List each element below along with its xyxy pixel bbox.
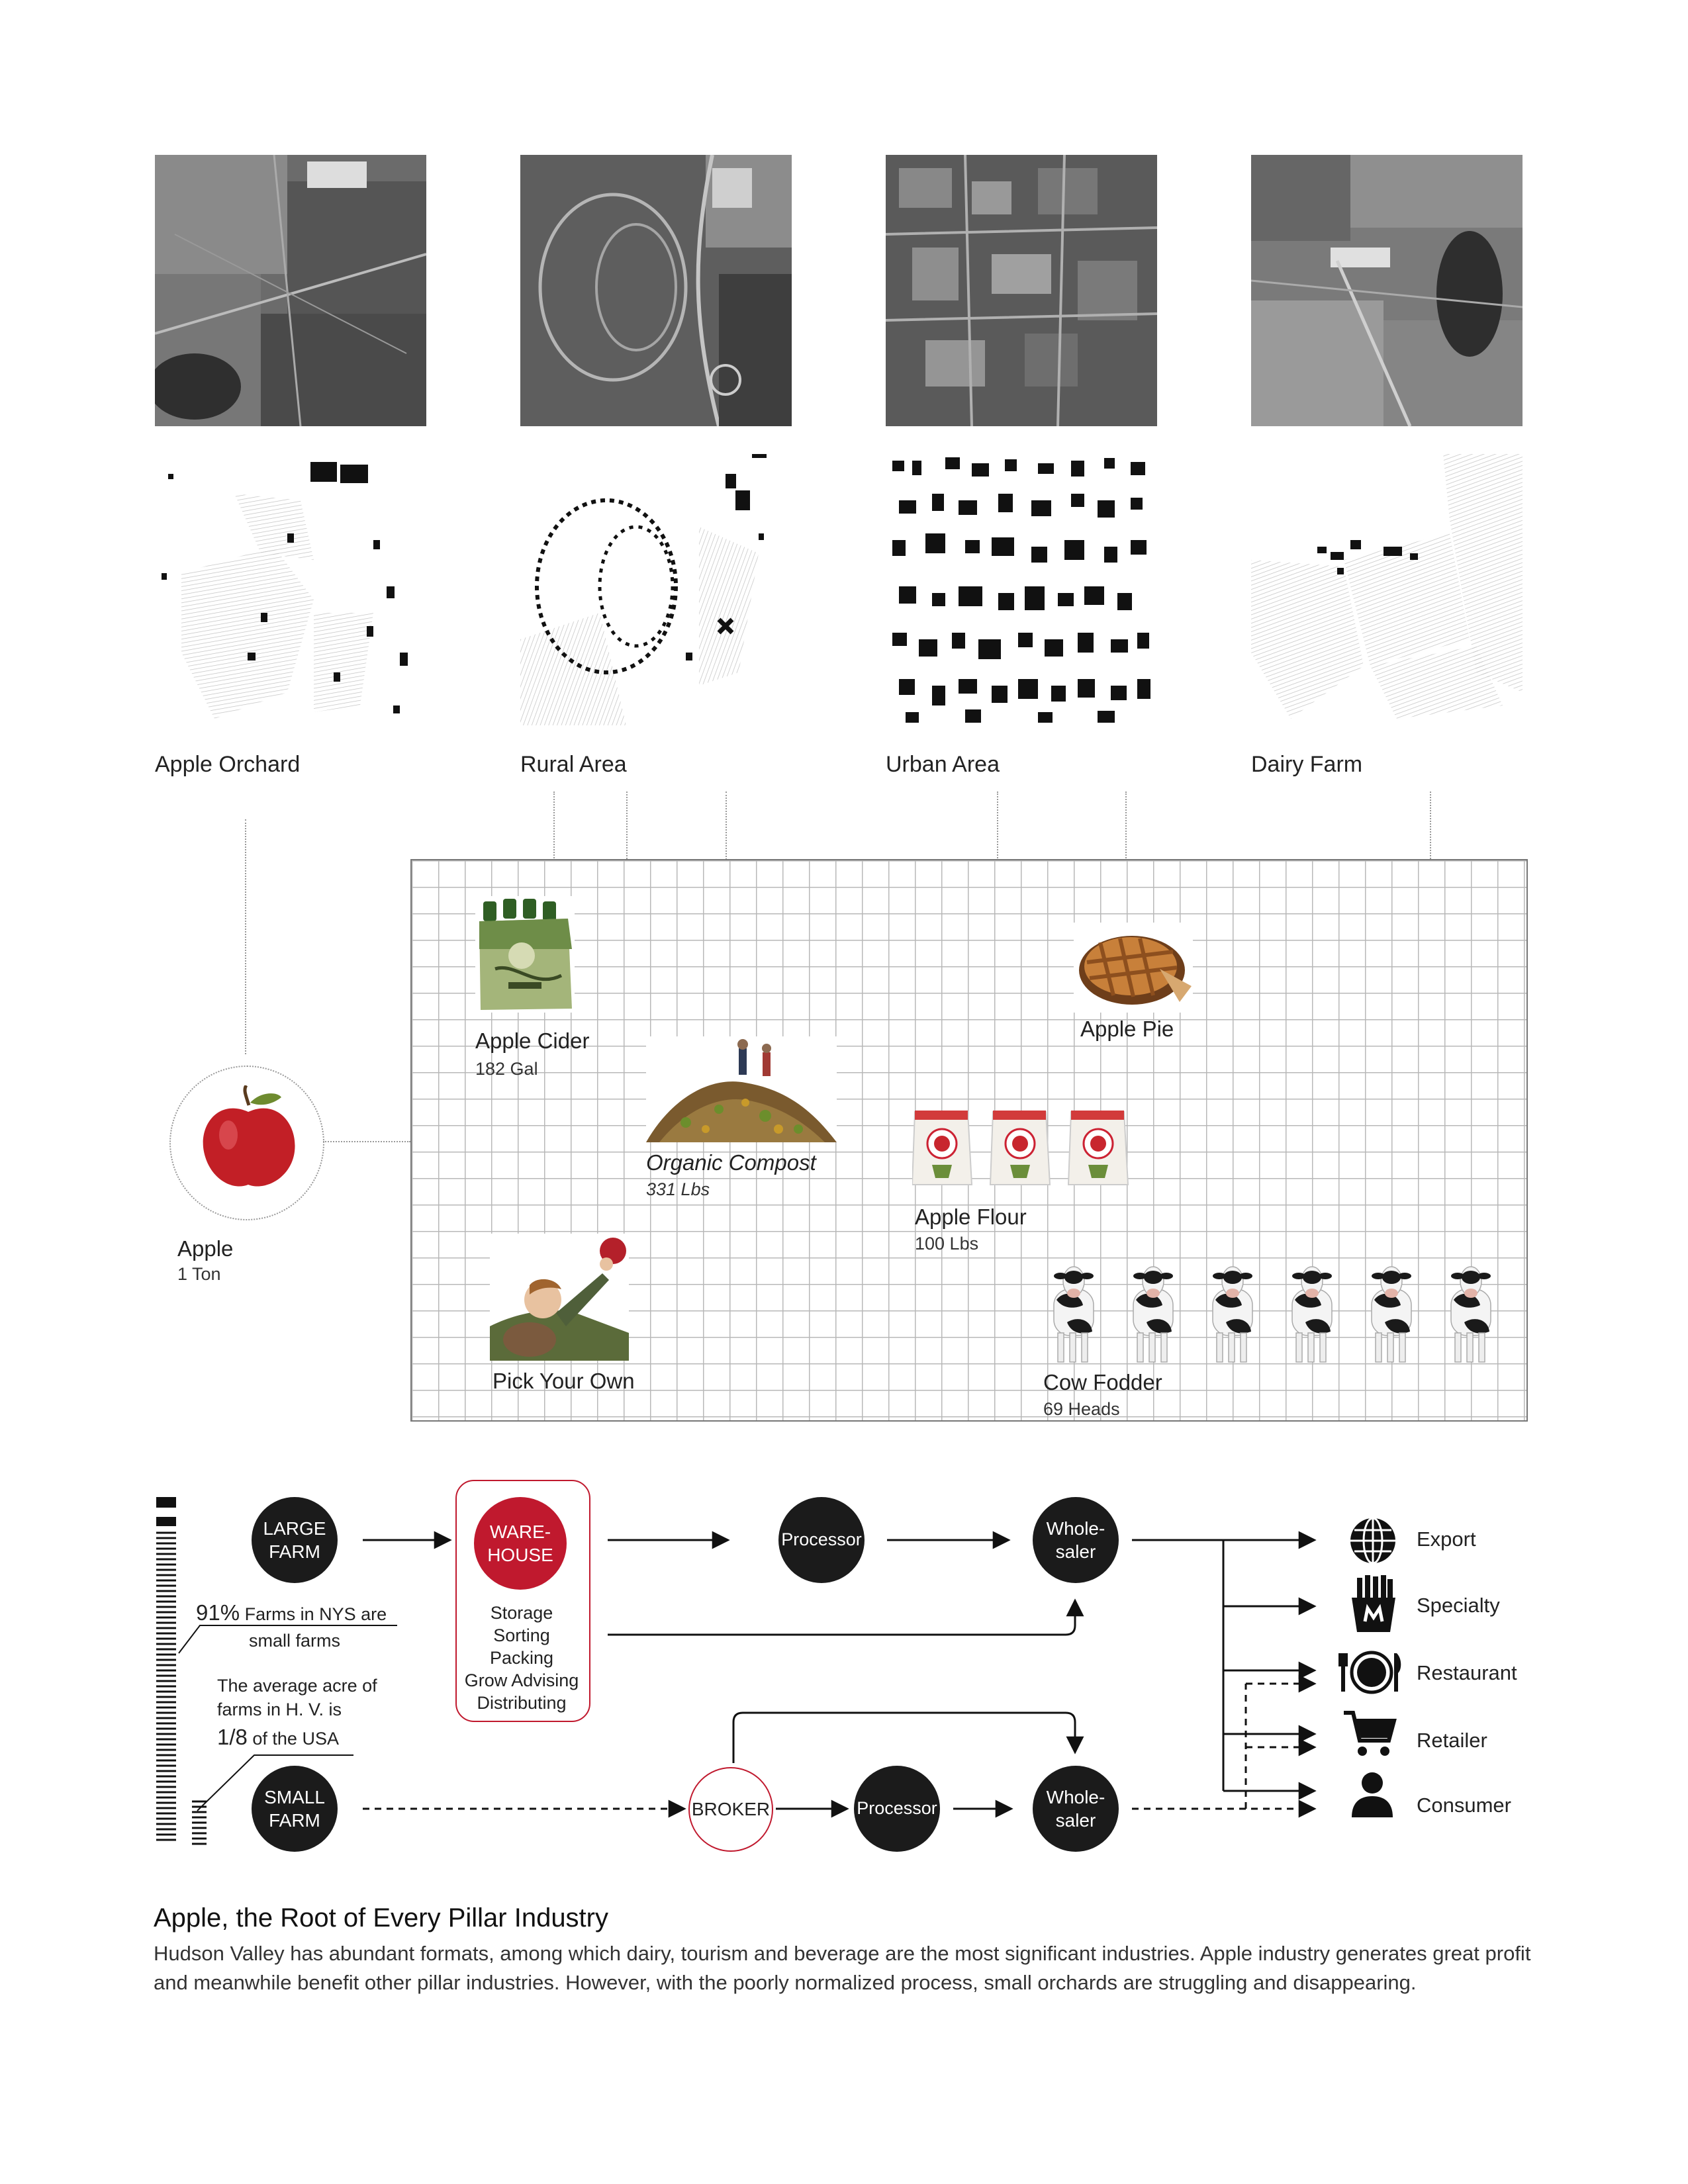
stat-acre-value: 1/8 [217, 1725, 248, 1749]
cart-icon [1344, 1709, 1397, 1758]
stat-small-farms-value: 91% [196, 1600, 240, 1625]
apple-source-qty: 1 Ton [177, 1264, 221, 1284]
apple-pie-name: Apple Pie [1080, 1017, 1174, 1041]
site-label-apple-orchard: Apple Orchard [155, 752, 301, 777]
stat-small-farms-text-a: Farms in NYS are [244, 1604, 387, 1624]
stat-acre-text-b: farms in H. V. is [217, 1700, 342, 1719]
warehouse-function-sorting: Sorting [493, 1625, 550, 1645]
footer-title: Apple, the Root of Every Pillar Industry [154, 1903, 608, 1933]
apple-cider-name: Apple Cider [475, 1028, 590, 1053]
wholesaler-node-bottom: Whole- saler [1033, 1766, 1119, 1852]
output-label-consumer: Consumer [1417, 1794, 1511, 1817]
processor-node-top: Processor [778, 1497, 865, 1583]
large-farm-node: LARGE FARM [252, 1497, 338, 1583]
output-label-retailer: Retailer [1417, 1729, 1487, 1752]
footer-body: Hudson Valley has abundant formats, among which dairy, tourism and beverage are the most significant industries. Apple industry generates great profit and meanwhile benefit other pillar industries. However, with the poorly normalized process, small orchards are struggling and disappearing. [154, 1942, 1531, 1994]
apple-flour-name: Apple Flour [915, 1205, 1027, 1229]
fries-icon [1350, 1575, 1397, 1632]
globe-icon [1348, 1516, 1398, 1566]
apple-cider-qty: 182 Gal [475, 1059, 538, 1079]
stat-acre-text-c: of the USA [252, 1729, 339, 1749]
site-label-rural-area: Rural Area [520, 752, 627, 777]
warehouse-function-distributing: Distributing [477, 1693, 567, 1713]
stat-acre [217, 1725, 339, 1750]
stat-small-farms [196, 1600, 387, 1625]
stat-small-farms-text-b: small farms [249, 1631, 341, 1651]
output-label-specialty: Specialty [1417, 1594, 1500, 1617]
site-label-dairy-farm: Dairy Farm [1251, 752, 1363, 777]
warehouse-node: WARE- HOUSE [474, 1497, 567, 1590]
small-farm-node: SMALL FARM [252, 1766, 338, 1852]
output-label-export: Export [1417, 1527, 1476, 1551]
site-label-urban-area: Urban Area [886, 752, 1000, 777]
broker-node: BROKER [688, 1767, 773, 1852]
stat-acre-text-a: The average acre of [217, 1676, 377, 1696]
output-label-restaurant: Restaurant [1417, 1661, 1517, 1684]
person-icon [1350, 1771, 1394, 1817]
cow-fodder-qty: 69 Heads [1043, 1399, 1120, 1419]
wholesaler-node-top: Whole- saler [1033, 1497, 1119, 1583]
warehouse-function-storage: Storage [490, 1603, 553, 1623]
cow-fodder-name: Cow Fodder [1043, 1370, 1162, 1394]
plate-cutlery-icon [1338, 1649, 1405, 1696]
warehouse-function-grow-advising: Grow Advising [464, 1670, 579, 1690]
organic-compost-qty: 331 Lbs [646, 1179, 710, 1199]
apple-source-name: Apple [177, 1236, 234, 1261]
pick-your-own-name: Pick Your Own [492, 1369, 635, 1393]
apple-flour-qty: 100 Lbs [915, 1234, 979, 1253]
warehouse-function-packing: Packing [489, 1648, 554, 1668]
processor-node-bottom: Processor [854, 1766, 940, 1852]
organic-compost-name: Organic Compost [646, 1150, 816, 1175]
